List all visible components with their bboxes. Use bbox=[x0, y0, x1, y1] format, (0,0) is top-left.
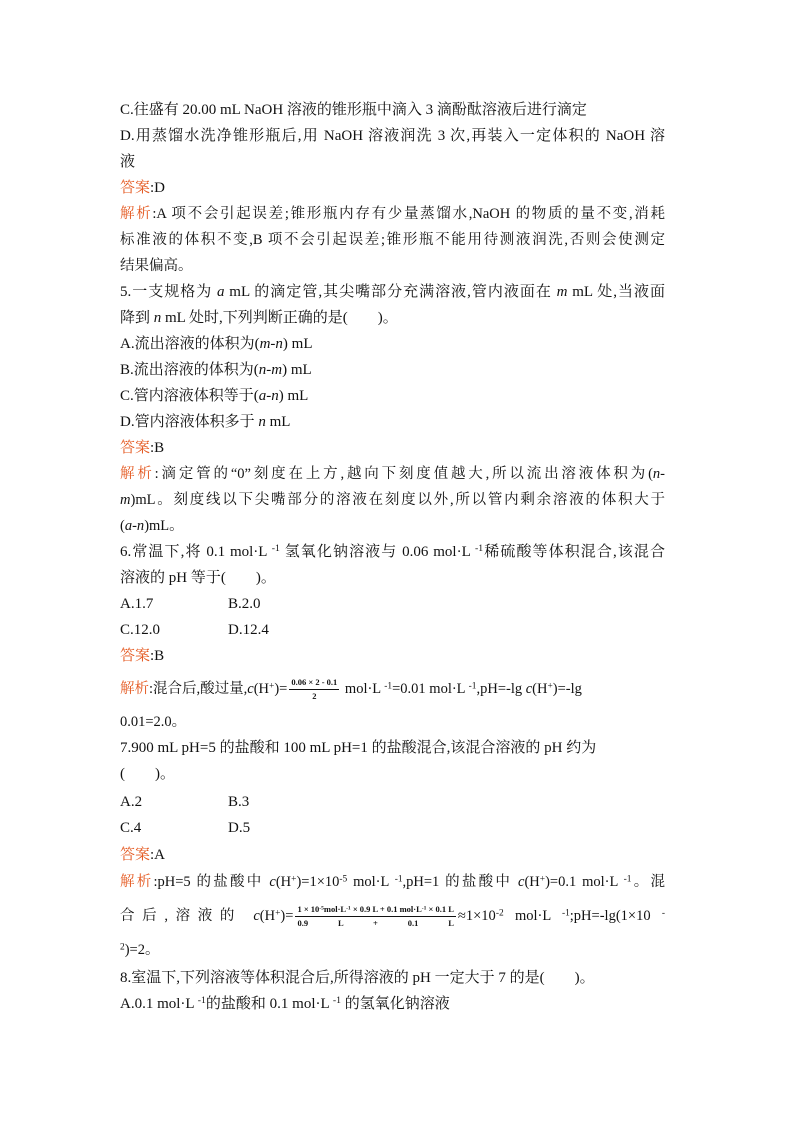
text-segment: ;pH=-lg(1×10 bbox=[569, 908, 662, 924]
q5-analysis-line-3 bbox=[120, 513, 665, 539]
option-d: D.12.4 bbox=[228, 622, 269, 638]
superscript: -5 bbox=[319, 905, 324, 912]
superscript: - bbox=[661, 908, 665, 919]
fraction-denominator: 0.9 L + 0.1 L bbox=[297, 918, 454, 929]
text-segment: :混合后,酸过量, bbox=[149, 681, 248, 697]
text-segment: mol·L bbox=[347, 874, 395, 890]
answer-label: 答案 bbox=[120, 180, 151, 196]
text-segment: B.流出溶液的体积为( bbox=[120, 362, 259, 378]
italic-variable: a bbox=[217, 284, 225, 300]
text-segment: × 0.9 L + 0.1 mol·L bbox=[350, 904, 422, 915]
q8-option-a bbox=[120, 991, 665, 1017]
q5-analysis-line-1 bbox=[120, 461, 665, 487]
fraction-numerator bbox=[295, 904, 455, 917]
text-segment: ,pH=1 的盐酸中 bbox=[402, 874, 519, 890]
superscript: + bbox=[547, 681, 553, 692]
superscript: -1 bbox=[346, 905, 351, 912]
q5-option-d bbox=[120, 409, 665, 435]
superscript: + bbox=[539, 874, 546, 885]
text-segment: 。混 bbox=[631, 874, 666, 890]
q7-analysis-line-1 bbox=[120, 869, 665, 895]
italic-variable: c bbox=[269, 874, 276, 890]
text-segment: :滴定管的“0”刻度在上方,越向下刻度值越大,所以流出溶液体积为( bbox=[154, 466, 653, 482]
q7-analysis-line-2 bbox=[120, 895, 665, 937]
superscript: -1 bbox=[271, 543, 280, 555]
text-segment: )=2。 bbox=[124, 942, 160, 958]
option-c: C.4 bbox=[120, 820, 142, 836]
text-segment: × 0.1 L bbox=[426, 904, 454, 915]
superscript: -1 bbox=[332, 995, 341, 1007]
text-segment: A.流出溶液的体积为( bbox=[120, 336, 260, 352]
text-segment: :pH=5 的盐酸中 bbox=[153, 874, 270, 890]
analysis-text: :A 项不会引起误差;锥形瓶内存有少量蒸馏水,NaOH 的物质的量不变,消耗 bbox=[152, 206, 666, 222]
text-segment: )= bbox=[274, 681, 288, 697]
superscript: -1 bbox=[561, 908, 570, 919]
italic-variable: a-n bbox=[258, 388, 279, 404]
q8-stem: 8.室温下,下列溶液等体积混合后,所得溶液的 pH 一定大于 7 的是( )。 bbox=[120, 970, 595, 986]
fraction-denominator: 2 bbox=[312, 691, 317, 702]
analysis-label: 解析 bbox=[120, 206, 153, 222]
italic-variable: c bbox=[525, 681, 533, 697]
q5-option-a bbox=[120, 331, 665, 357]
fraction bbox=[289, 677, 339, 702]
text-segment: A.0.1 mol·L bbox=[120, 996, 198, 1012]
text-segment: ) mL bbox=[278, 388, 309, 404]
answer-label: 答案 bbox=[120, 648, 151, 664]
italic-variable: c bbox=[247, 681, 254, 697]
text-segment: mL 处,当液面 bbox=[567, 284, 665, 300]
q7-stem-line-1: 7.900 mL pH=5 的盐酸和 100 mL pH=1 的盐酸混合,该混合溶液的 pH 约为 bbox=[120, 740, 597, 756]
text-segment: 氢氧化钠溶液与 0.06 mol·L bbox=[279, 544, 476, 560]
text-segment: )=1×10 bbox=[296, 874, 340, 890]
text-segment: )= bbox=[280, 908, 294, 924]
text-segment: ( bbox=[120, 518, 125, 534]
q6-stem-line-1 bbox=[120, 539, 665, 565]
analysis-label: 解析 bbox=[120, 466, 155, 482]
q6-analysis-line-1 bbox=[120, 669, 665, 709]
superscript: + bbox=[291, 874, 297, 885]
text-segment: )mL。 bbox=[144, 518, 184, 534]
q5-stem-line-2 bbox=[120, 305, 665, 331]
q4-answer-line bbox=[120, 175, 665, 201]
q4-option-c: C.往盛有 20.00 mL NaOH 溶液的锥形瓶中滴入 3 滴酚酞溶液后进行滴定 bbox=[120, 102, 587, 118]
text-segment: ≈1×10 bbox=[457, 908, 496, 924]
q4-analysis-line-1 bbox=[120, 201, 665, 227]
q6-options-row-2 bbox=[120, 617, 665, 643]
superscript: -1 bbox=[197, 995, 206, 1007]
italic-variable: a-n bbox=[124, 518, 145, 534]
q7-options-row-1 bbox=[120, 789, 665, 815]
text-segment: mL 的滴定管,其尖嘴部分充满溶液,管内液面在 bbox=[224, 284, 557, 300]
text-segment: mol·L bbox=[503, 908, 562, 924]
option-d: D.5 bbox=[228, 820, 251, 836]
q6-options-row-1 bbox=[120, 591, 665, 617]
italic-variable: m-n bbox=[259, 336, 283, 352]
q6-analysis-line-2: 0.01=2.0。 bbox=[120, 714, 187, 730]
superscript: -1 bbox=[475, 543, 484, 555]
text-segment: 1 × 10 bbox=[297, 904, 320, 915]
answer-label: 答案 bbox=[120, 847, 151, 863]
q5-option-b bbox=[120, 357, 665, 383]
text-segment: ) mL bbox=[282, 362, 312, 378]
text-segment: D.管内溶液体积多于 bbox=[120, 414, 259, 430]
italic-variable: n- bbox=[652, 466, 665, 482]
q4-option-d-line-2: 液 bbox=[120, 154, 136, 170]
superscript: + bbox=[269, 681, 275, 692]
option-b: B.2.0 bbox=[228, 596, 261, 612]
superscript: -5 bbox=[339, 874, 348, 885]
text-segment: 的盐酸和 0.1 mol·L bbox=[205, 996, 333, 1012]
answer-value: :B bbox=[150, 440, 165, 456]
q4-option-d-line-1: D.用蒸馏水洗净锥形瓶后,用 NaOH 溶液润洗 3 次,再装入一定体积的 NaOH 溶 bbox=[120, 128, 665, 144]
text-segment: ,pH=-lg bbox=[476, 681, 526, 697]
text-segment: )mL。刻度线以下尖嘴部分的溶液在刻度以外,所以管内剩余溶液的体积大于 bbox=[130, 492, 665, 508]
text-segment: (H bbox=[253, 681, 270, 697]
italic-variable: n-m bbox=[258, 362, 283, 378]
text-segment: mol·L bbox=[341, 681, 385, 697]
q5-stem-line-1 bbox=[120, 279, 665, 305]
superscript: -1 bbox=[468, 681, 477, 692]
superscript: 2 bbox=[120, 942, 125, 953]
analysis-label: 解析 bbox=[120, 874, 154, 890]
text-segment: 合后,溶液的 bbox=[120, 908, 254, 924]
answer-value: :D bbox=[150, 180, 166, 196]
text-segment: (H bbox=[275, 874, 292, 890]
option-c: C.12.0 bbox=[120, 622, 161, 638]
q7-stem-line-2: ( )。 bbox=[120, 766, 175, 782]
text-segment: 5.一支规格为 bbox=[120, 284, 218, 300]
text-segment: mL 处时,下列判断正确的是( )。 bbox=[161, 310, 398, 326]
italic-variable: c bbox=[253, 908, 260, 924]
text-segment: 稀硫酸等体积混合,该混合 bbox=[483, 544, 665, 560]
text-segment: )=-lg bbox=[552, 681, 582, 697]
q7-analysis-line-3 bbox=[120, 937, 665, 963]
text-segment: =0.01 mol·L bbox=[392, 681, 469, 697]
q5-option-c bbox=[120, 383, 665, 409]
superscript: -1 bbox=[623, 874, 632, 885]
text-segment: )=0.1 mol·L bbox=[545, 874, 624, 890]
fraction bbox=[295, 904, 455, 929]
answer-value: :A bbox=[150, 847, 166, 863]
q7-options-row-2 bbox=[120, 815, 665, 841]
option-a: A.1.7 bbox=[120, 596, 154, 612]
text-segment: (H bbox=[532, 681, 548, 697]
text-segment: (H bbox=[524, 874, 540, 890]
page-content bbox=[120, 97, 665, 1017]
italic-variable: n bbox=[258, 414, 266, 430]
italic-variable: n bbox=[153, 310, 162, 326]
q5-analysis-line-2 bbox=[120, 487, 665, 513]
q6-stem-line-2: 溶液的 pH 等于( )。 bbox=[120, 570, 276, 586]
superscript: + bbox=[275, 908, 281, 919]
answer-value: :B bbox=[150, 648, 165, 664]
q6-answer-line bbox=[120, 643, 665, 669]
text-segment: C.管内溶液体积等于( bbox=[120, 388, 259, 404]
text-segment: 降到 bbox=[120, 310, 154, 326]
q7-answer-line bbox=[120, 842, 665, 868]
analysis-label: 解析 bbox=[120, 681, 149, 697]
q4-analysis-line-2: 标准液的体积不变,B 项不会引起误差;锥形瓶不能用待测液润洗,否则会使测定 bbox=[120, 232, 665, 248]
option-a: A.2 bbox=[120, 794, 143, 810]
text-segment: ) mL bbox=[282, 336, 313, 352]
option-b: B.3 bbox=[228, 794, 250, 810]
text-segment: (H bbox=[259, 908, 276, 924]
superscript: -1 bbox=[394, 874, 403, 885]
q4-analysis-line-3: 结果偏高。 bbox=[120, 258, 193, 274]
italic-variable: m bbox=[556, 284, 568, 300]
text-segment: mL bbox=[265, 414, 291, 430]
superscript: -2 bbox=[495, 908, 504, 919]
q5-answer-line bbox=[120, 435, 665, 461]
italic-variable: m bbox=[120, 492, 131, 508]
text-segment: mol·L bbox=[323, 904, 347, 915]
superscript: -1 bbox=[421, 905, 427, 912]
text-segment: 的氢氧化钠溶液 bbox=[340, 996, 450, 1012]
superscript: -1 bbox=[384, 681, 393, 692]
fraction-numerator: 0.06 × 2 - 0.1 bbox=[289, 677, 339, 690]
italic-variable: c bbox=[518, 874, 525, 890]
answer-label: 答案 bbox=[120, 440, 151, 456]
text-segment: 6.常温下,将 0.1 mol·L bbox=[120, 544, 272, 560]
